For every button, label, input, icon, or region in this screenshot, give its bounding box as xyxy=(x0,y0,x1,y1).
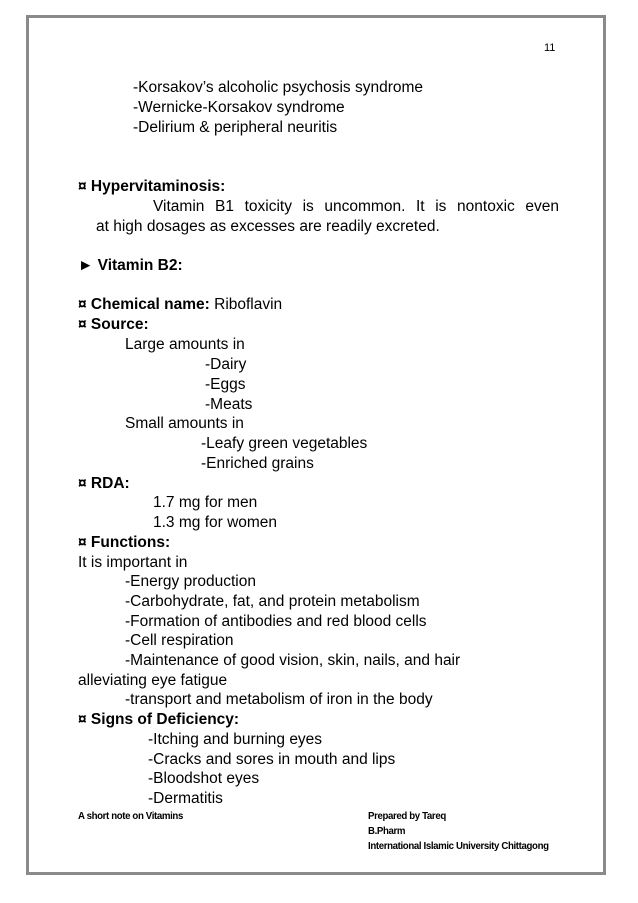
section-heading-hypervitaminosis: ¤ Hypervitaminosis: xyxy=(78,178,226,195)
section-heading-rda: ¤ RDA: xyxy=(78,475,130,492)
list-item: -Leafy green vegetables xyxy=(201,435,368,452)
list-item: -Energy production xyxy=(125,573,256,590)
section-heading-vitamin-b2: ► Vitamin B2: xyxy=(78,257,183,274)
list-item: -Eggs xyxy=(205,376,246,393)
list-item: -Cracks and sores in mouth and lips xyxy=(148,751,396,768)
list-item: -Carbohydrate, fat, and protein metabolism xyxy=(125,593,420,610)
footer-degree: B.Pharm xyxy=(368,825,406,837)
section-heading-deficiency: ¤ Signs of Deficiency: xyxy=(78,711,240,728)
page-number: 11 xyxy=(544,42,556,54)
footer-title: A short note on Vitamins xyxy=(78,810,183,822)
chemical-name-line xyxy=(78,295,282,314)
list-item: -Formation of antibodies and red blood cells xyxy=(125,613,427,630)
list-item: -Enriched grains xyxy=(201,455,314,472)
list-item: -Cell respiration xyxy=(125,632,234,649)
list-item: -Itching and burning eyes xyxy=(148,731,323,748)
list-item: -transport and metabolism of iron in the body xyxy=(125,691,433,708)
functions-intro: It is important in xyxy=(78,554,188,571)
paragraph-line: Vitamin B1 toxicity is uncommon. It is nontoxic even xyxy=(153,198,559,215)
list-item: -Wernicke-Korsakov syndrome xyxy=(133,99,345,116)
chemical-name-label: ¤ Chemical name: xyxy=(78,296,210,313)
list-item: -Dairy xyxy=(205,356,247,373)
list-item: -Maintenance of good vision, skin, nails, and hair xyxy=(125,652,461,669)
source-large-label: Large amounts in xyxy=(125,336,245,353)
paragraph-line: at high dosages as excesses are readily excreted. xyxy=(96,218,440,235)
footer-university: International Islamic University Chittagong xyxy=(368,840,549,852)
source-small-label: Small amounts in xyxy=(125,415,244,432)
list-item: -Korsakov’s alcoholic psychosis syndrome xyxy=(133,79,424,96)
section-heading-functions: ¤ Functions: xyxy=(78,534,171,551)
list-item: -Meats xyxy=(205,396,253,413)
list-item: -Bloodshot eyes xyxy=(148,770,260,787)
section-heading-source: ¤ Source: xyxy=(78,316,149,333)
footer-prepared-by: Prepared by Tareq xyxy=(368,810,446,822)
list-item: -Delirium & peripheral neuritis xyxy=(133,119,338,136)
chemical-name-value: Riboflavin xyxy=(209,296,283,313)
list-item: alleviating eye fatigue xyxy=(78,672,228,689)
list-item: 1.7 mg for men xyxy=(153,494,258,511)
list-item: 1.3 mg for women xyxy=(153,514,278,531)
list-item: -Dermatitis xyxy=(148,790,223,807)
